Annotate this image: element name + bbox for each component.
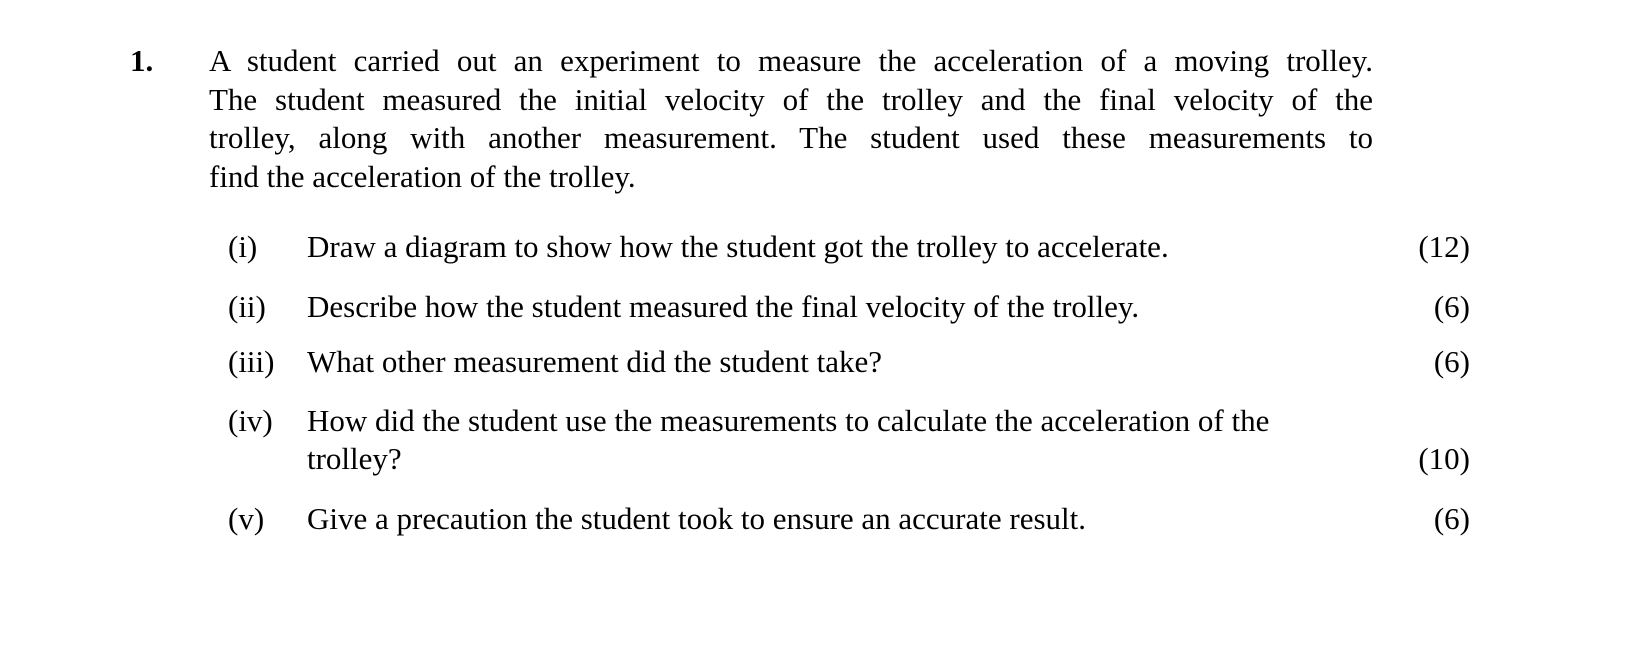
question-stem-line: A student carried out an experiment to measure the acceleration of a moving trolley.: [209, 43, 1373, 78]
part-label: (iv): [228, 403, 273, 438]
part-text: Give a precaution the student took to ensure an accurate result.: [307, 501, 1087, 536]
part-text: What other measurement did the student take?: [307, 344, 883, 379]
part-marks: (6): [1433, 344, 1470, 379]
part-marks: (6): [1433, 289, 1470, 324]
part-label: (iii): [228, 344, 275, 379]
part-text: How did the student use the measurements to calculate the acceleration of the: [307, 403, 1270, 438]
part-label: (ii): [228, 289, 266, 324]
part-marks: (10): [1418, 441, 1470, 476]
part-text: Describe how the student measured the final velocity of the trolley.: [307, 289, 1140, 324]
question-stem: [209, 42, 1373, 196]
question-stem-line: trolley, along with another measurement. The student used these measurements to: [209, 120, 1373, 155]
part-label: (v): [228, 501, 265, 536]
part-label: (i): [228, 229, 258, 264]
part-marks: (6): [1433, 501, 1470, 536]
question-stem-line: find the acceleration of the trolley.: [209, 158, 636, 194]
part-text: trolley?: [307, 441, 402, 476]
question-stem-line: The student measured the initial velocity of the trolley and the final velocity of the: [209, 81, 1373, 117]
question-number: 1.: [130, 43, 154, 78]
part-text: Draw a diagram to show how the student got the trolley to accelerate.: [307, 229, 1169, 264]
part-marks: (12): [1418, 229, 1470, 264]
